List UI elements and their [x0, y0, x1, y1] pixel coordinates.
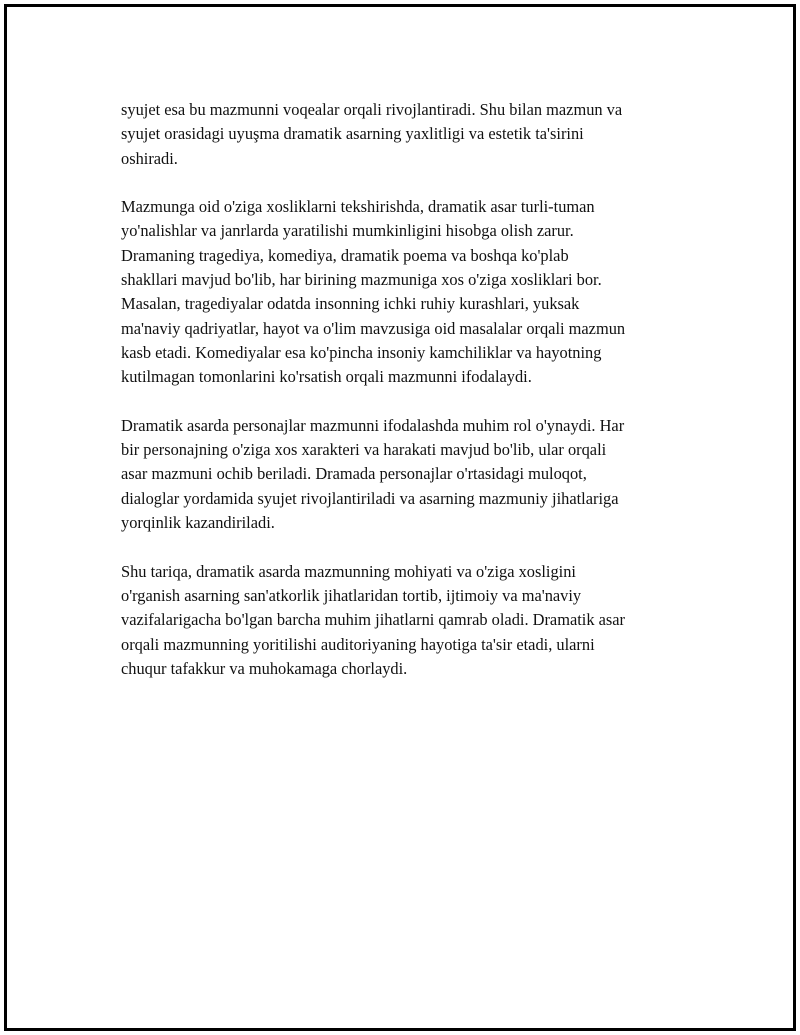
text-line: oshiradi. [121, 148, 178, 168]
text-line: kasb etadi. Komediyalar esa ko'pincha insoniy kamchiliklar va hayotning [121, 342, 602, 362]
text-line: Dramaning tragediya, komediya, dramatik poema va boshqa ko'plab [121, 245, 569, 265]
text-line: yorqinlik kazandiriladi. [121, 513, 275, 533]
text-line: chuqur tafakkur va muhokamaga chorlaydi. [121, 658, 408, 678]
text-line: vazifalarigacha bo'lgan barcha muhim jihatlarni qamrab oladi. Dramatik asar [121, 610, 626, 630]
text-line: syujet esa bu mazmunni voqealar orqali rivojlantiradi. Shu bilan mazmun va [121, 100, 623, 119]
text-line: orqali mazmunning yoritilishi auditoriyaning hayotiga ta'sir etadi, ularni [121, 634, 595, 654]
text-line: syujet orasidagi uyuşma dramatik asarning yaxlitligi va estetik ta'sirini [121, 124, 584, 144]
text-line: kutilmagan tomonlarini ko'rsatish orqali mazmunni ifodalaydi. [121, 367, 532, 387]
text-line: shakllari mavjud bo'lib, har birining mazmuniga xos o'ziga xosliklari bor. [121, 270, 602, 290]
paragraph-1 [121, 98, 701, 171]
text-line: dialoglar yordamida syujet rivojlantiriladi va asarning mazmuniy jihatlariga [121, 488, 619, 508]
text-line: o'rganish asarning san'atkorlik jihatlaridan tortib, ijtimoiy va ma'naviy [121, 585, 582, 605]
paragraph-3 [121, 414, 701, 535]
text-line: Shu tariqa, dramatik asarda mazmunning mohiyati va o'ziga xosligini [121, 561, 576, 581]
text-line: Dramatik asarda personajlar mazmunni ifodalashda muhim rol o'ynaydi. Har [121, 415, 625, 435]
document-body [121, 98, 701, 705]
text-line: Masalan, tragediyalar odatda insonning ichki ruhiy kurashlari, yuksak [121, 294, 580, 314]
paragraph-2 [121, 195, 701, 389]
text-line: bir personajning o'ziga xos xarakteri va harakati mavjud bo'lib, ular orqali [121, 440, 607, 460]
paragraph-4 [121, 560, 701, 681]
text-line: asar mazmuni ochib beriladi. Dramada personajlar o'rtasidagi muloqot, [121, 464, 587, 484]
text-line: Mazmunga oid o'ziga xosliklarni tekshirishda, dramatik asar turli-tuman [121, 197, 595, 217]
text-line: ma'naviy qadriyatlar, hayot va o'lim mavzusiga oid masalalar orqali mazmun [121, 318, 626, 338]
text-line: yo'nalishlar va janrlarda yaratilishi mumkinligini hisobga olish zarur. [121, 221, 574, 241]
document-page [4, 4, 796, 1031]
